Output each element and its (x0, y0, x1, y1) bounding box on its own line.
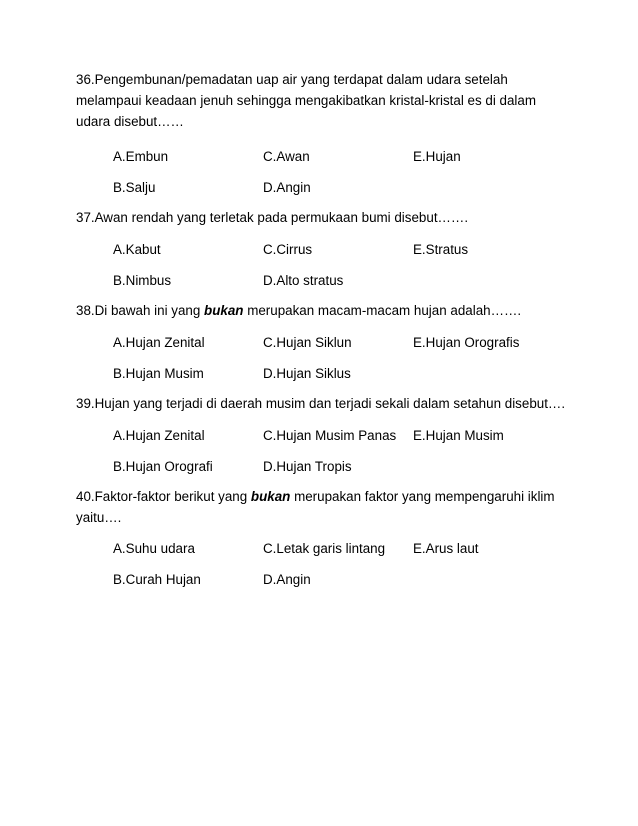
question-38 (76, 300, 576, 321)
question-40-emphasis: bukan (250, 489, 291, 504)
question-36-line-2: melampaui keadaan jenuh sehingga mengakibatkan kristal-kristal es di dalam (76, 93, 537, 108)
question-38-text-prefix: 38.Di bawah ini yang (76, 303, 205, 318)
question-37 (76, 207, 576, 228)
question-38-line-1 (76, 300, 576, 321)
question-39-option-d: D.Hujan Tropis (263, 459, 352, 474)
question-40-option-a: A.Suhu udara (113, 541, 195, 556)
question-37-option-d: D.Alto stratus (263, 273, 344, 288)
question-38-option-a: A.Hujan Zenital (113, 335, 205, 350)
question-40-option-e: E.Arus laut (413, 541, 479, 556)
question-40-text-suffix: merupakan faktor yang mempengaruhi iklim (290, 489, 555, 504)
question-36 (76, 69, 576, 132)
question-39 (76, 393, 576, 414)
question-36-option-e: E.Hujan (413, 149, 461, 164)
question-37-line-1: 37.Awan rendah yang terletak pada permukaan bumi disebut……. (76, 210, 469, 225)
question-36-line-1: 36.Pengembunan/pemadatan uap air yang terdapat dalam udara setelah (76, 72, 508, 87)
question-40-text-prefix: 40.Faktor-faktor berikut yang (76, 489, 251, 504)
question-36-option-c: C.Awan (263, 149, 310, 164)
question-38-option-b: B.Hujan Musim (113, 366, 204, 381)
question-40-line-1 (76, 486, 576, 507)
question-36-option-d: D.Angin (263, 180, 311, 195)
question-40 (76, 486, 576, 528)
question-38-option-d: D.Hujan Siklus (263, 366, 351, 381)
question-39-option-a: A.Hujan Zenital (113, 428, 205, 443)
question-36-option-b: B.Salju (113, 180, 156, 195)
question-38-emphasis: bukan (204, 303, 244, 318)
question-40-option-c: C.Letak garis lintang (263, 541, 386, 556)
question-37-option-b: B.Nimbus (113, 273, 172, 288)
question-36-line-3: udara disebut…… (76, 114, 184, 129)
question-39-line-1: 39.Hujan yang terjadi di daerah musim dan terjadi sekali dalam setahun disebut…. (76, 396, 566, 411)
question-40-option-b: B.Curah Hujan (113, 572, 201, 587)
question-36-option-a: A.Embun (113, 149, 169, 164)
question-38-text-suffix: merupakan macam-macam hujan adalah……. (243, 303, 522, 318)
question-37-option-c: C.Cirrus (263, 242, 313, 257)
question-39-option-e: E.Hujan Musim (413, 428, 504, 443)
question-38-option-c: C.Hujan Siklun (263, 335, 352, 350)
question-37-option-e: E.Stratus (413, 242, 469, 257)
question-37-option-a: A.Kabut (113, 242, 161, 257)
question-38-option-e: E.Hujan Orografis (413, 335, 520, 350)
question-39-option-c: C.Hujan Musim Panas (263, 428, 397, 443)
question-40-option-d: D.Angin (263, 572, 311, 587)
question-39-option-b: B.Hujan Orografi (113, 459, 213, 474)
question-40-line-2: yaitu…. (76, 510, 122, 525)
